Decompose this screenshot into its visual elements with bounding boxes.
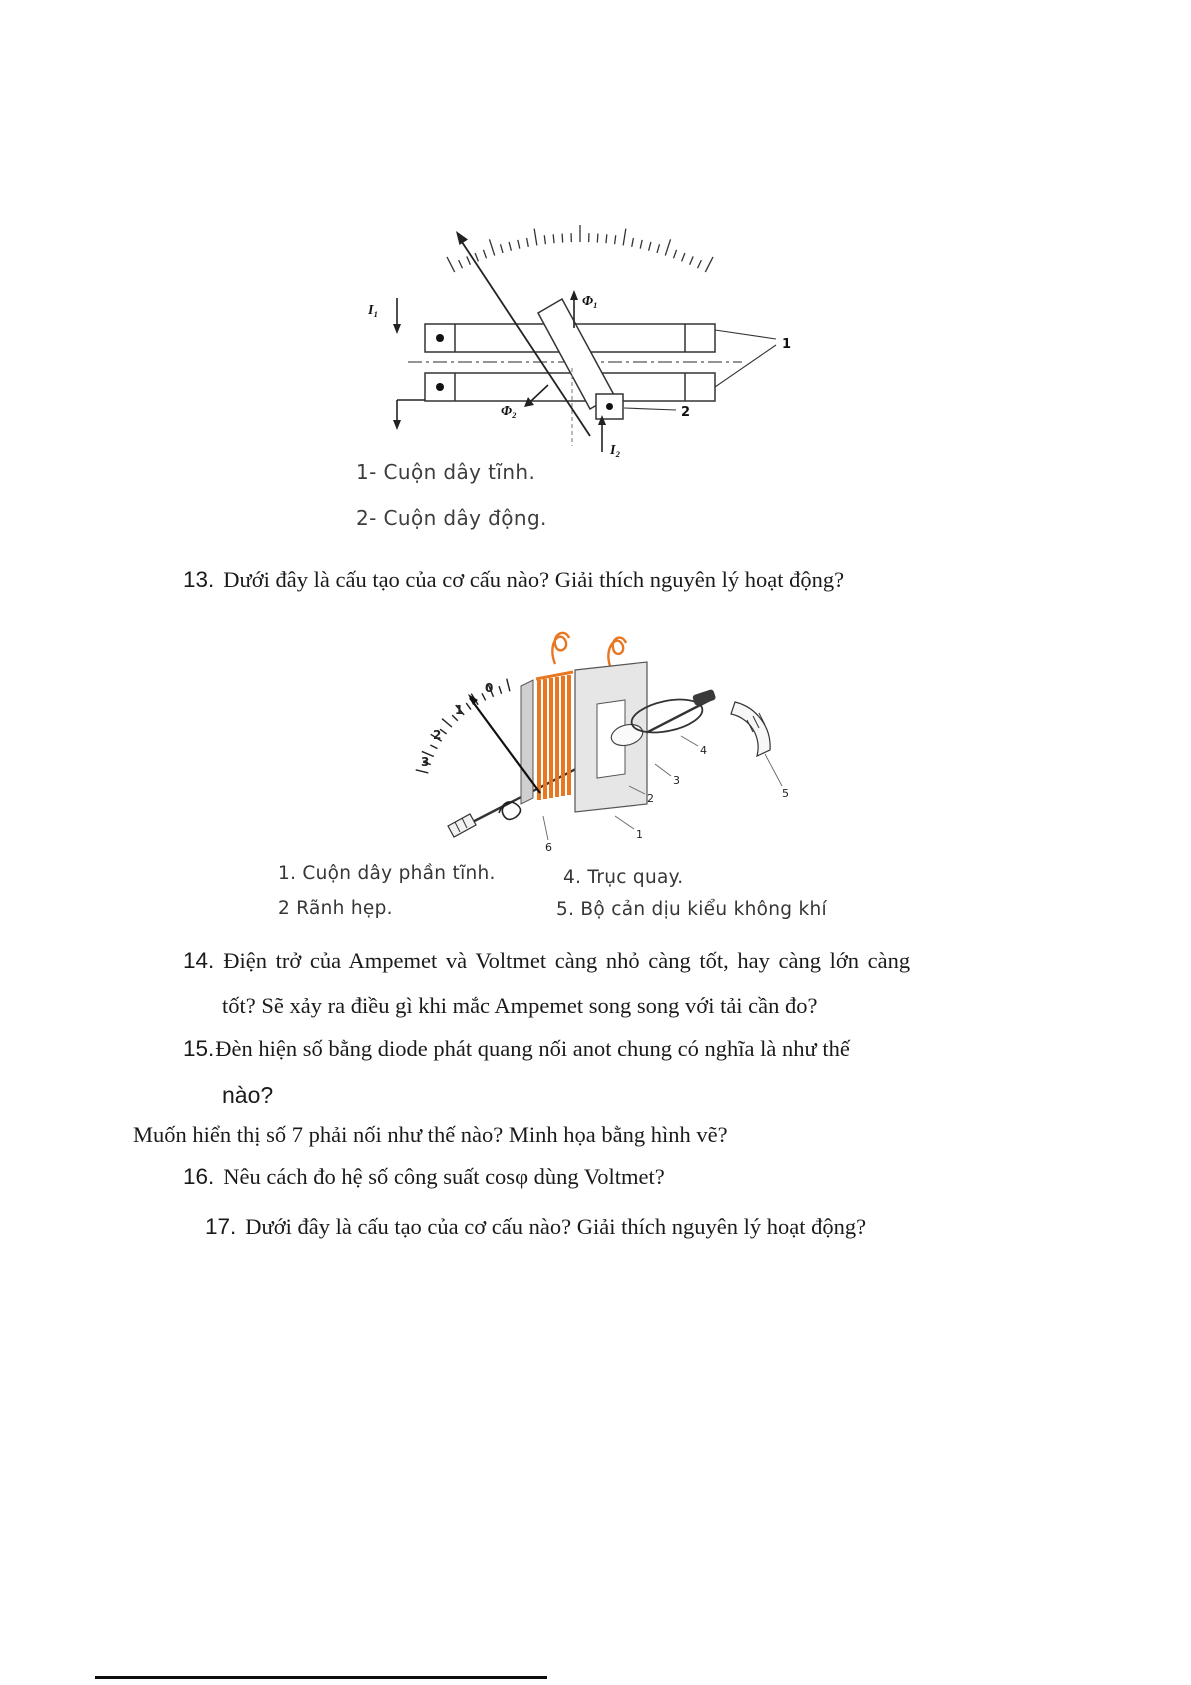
- i1-arrow-head: [393, 324, 401, 334]
- pointer-needle-tip: [456, 231, 468, 245]
- callout-6-leader: [543, 816, 548, 840]
- question-14-text-1: Điện trở của Ampemet và Voltmet càng nhỏ càng tốt, hay càng lớn càng: [223, 948, 911, 973]
- question-13-text: Dưới đây là cấu tạo của cơ cấu nào? Giải thích nguyên lý hoạt động?: [223, 567, 845, 592]
- callout-5-leader: [765, 754, 782, 786]
- scale-ticks: [416, 679, 510, 773]
- back-plate: [521, 680, 533, 804]
- callout-2-leader: [624, 408, 676, 410]
- question-17-text: Dưới đây là cấu tạo của cơ cấu nào? Giải thích nguyên lý hoạt động?: [245, 1214, 867, 1239]
- question-16-text: Nêu cách đo hệ số công suất cosφ dùng Voltmet?: [223, 1164, 665, 1189]
- scale-label-3: 3: [421, 755, 430, 769]
- question-15-text-1: Đèn hiện số bằng diode phát quang nối anot chung có nghĩa là như thế: [215, 1036, 850, 1061]
- question-13: [183, 565, 844, 594]
- question-14-line-2: [222, 991, 818, 1020]
- electrodynamic-mechanism-diagram: [350, 218, 810, 470]
- callout-1-label: 1: [636, 828, 643, 841]
- callout-1-leader: [615, 816, 634, 829]
- question-15-continuation: [133, 1120, 728, 1149]
- question-16: [183, 1162, 665, 1191]
- legend-item-5: 5. Bộ cản dịu kiểu không khí: [556, 899, 827, 920]
- question-14-number: 14.: [183, 948, 215, 973]
- current-label-i2: I₂: [610, 443, 621, 458]
- callout-2-label: 2: [647, 792, 654, 805]
- ferrodynamic-mechanism-diagram: [415, 608, 815, 866]
- legend-item-1: 1. Cuộn dây phần tĩnh.: [278, 863, 496, 884]
- question-17-number: 17.: [205, 1214, 237, 1239]
- moving-coil-dot: [606, 403, 613, 410]
- question-15-cont-text: Muốn hiển thị số 7 phải nối như thế nào? Minh họa bằng hình vẽ?: [133, 1122, 728, 1147]
- current-label-i1: I₁: [368, 303, 379, 318]
- callout-2-label: 2: [681, 405, 691, 420]
- question-17: [205, 1212, 866, 1241]
- phi1-arrow-head: [570, 290, 578, 300]
- scale-label-2: 2: [433, 728, 442, 742]
- flux-label-phi1: Φ₁: [582, 294, 598, 309]
- question-14-line-1: [183, 946, 910, 975]
- coil-lead-curl-right: [608, 638, 626, 666]
- axis-end-cylinder: [448, 814, 476, 837]
- phi2-arrow-line: [531, 385, 548, 401]
- callout-3-leader: [655, 764, 671, 776]
- callout-4-leader: [681, 736, 698, 746]
- diagram1-caption-1: 1- Cuộn dây tĩnh.: [356, 460, 536, 484]
- coil-dot-top: [436, 334, 444, 342]
- question-15-line-2: [222, 1081, 273, 1111]
- flux-label-phi2: Φ₂: [501, 404, 517, 419]
- callout-5-label: 5: [782, 787, 789, 800]
- callout-4-label: 4: [700, 744, 707, 757]
- moving-coil: [538, 299, 614, 409]
- callout-1-label: 1: [782, 337, 792, 352]
- legend-item-4: 4. Trục quay.: [563, 867, 684, 888]
- question-14-text-2: tốt? Sẽ xảy ra điều gì khi mắc Ampemet song song với tải cần đo?: [222, 993, 818, 1018]
- exit-arrow-head: [393, 420, 401, 430]
- coil-dot-bottom: [436, 383, 444, 391]
- legend-item-2: 2 Rãnh hẹp.: [278, 898, 393, 919]
- spiral-spring: [499, 802, 521, 820]
- question-15-number: 15.: [183, 1036, 215, 1061]
- callout-1-leader-bottom: [715, 345, 776, 387]
- question-15-text-2: nào?: [222, 1082, 274, 1108]
- coil-lead-curl-left: [552, 633, 569, 664]
- scale-label-0: 0: [485, 681, 494, 695]
- scale-arc-ticks: [447, 225, 713, 272]
- callout-1-leader-top: [715, 330, 776, 339]
- scale-label-1: 1: [455, 703, 464, 717]
- diagram1-caption-2: 2- Cuộn dây động.: [356, 506, 547, 530]
- air-damper-chamber: [731, 702, 770, 756]
- question-15-line-1: [183, 1034, 850, 1063]
- question-16-number: 16.: [183, 1164, 215, 1189]
- footer-rule: [95, 1676, 547, 1679]
- callout-3-label: 3: [673, 774, 680, 787]
- question-13-number: 13.: [183, 567, 215, 592]
- callout-6-label: 6: [545, 841, 552, 854]
